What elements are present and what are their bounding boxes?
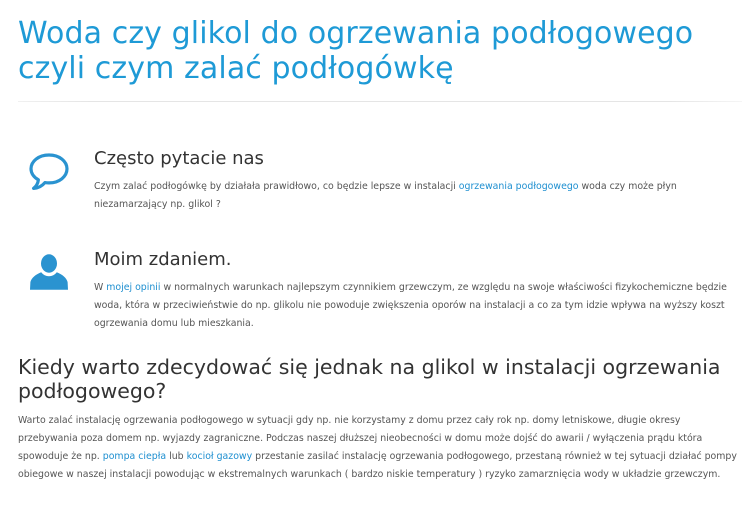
feature-body-text: woda czy może płyn niezamarzający np. glikol ? bbox=[94, 181, 677, 210]
feature-body bbox=[94, 178, 734, 214]
title-divider bbox=[18, 101, 742, 102]
section-title: Kiedy warto zdecydować się jednak na glikol w instalacji ogrzewania podłogowego? bbox=[18, 355, 721, 403]
feature-opinion bbox=[28, 249, 744, 329]
page-title bbox=[18, 16, 738, 86]
feature-body bbox=[94, 279, 734, 333]
section-body bbox=[18, 412, 740, 484]
feature-heading: Często pytacie nas bbox=[94, 148, 264, 169]
speech-bubble-icon bbox=[28, 152, 72, 192]
link-ogrzewania-podlogowego[interactable]: ogrzewania podłogowego bbox=[458, 181, 579, 192]
section-body-text: lub bbox=[166, 451, 187, 462]
feature-body-text: Czym zalać podłogówkę by działała prawidłowo, co będzie lepsze w instalacji bbox=[94, 181, 459, 192]
feature-heading: Moim zdaniem. bbox=[94, 249, 232, 270]
section-body-text: przestanie zasilać instalację ogrzewania podłogowego, przestaną również w tej sytuacji działać pompy obiegowe w naszej instalacji powodując w ekstremalnych warunkach ( bardzo niskie temperatury ) ryzyko zamarznięcia wody w układzie grzewczym. bbox=[18, 451, 737, 480]
link-kociol-gazowy[interactable]: kocioł gazowy bbox=[186, 451, 253, 462]
feature-body-text: w normalnych warunkach najlepszym czynnikiem grzewczym, ze względu na swoje właściwości fizykochemiczne będzie woda, która w przeciwieństwie do np. glikolu nie powoduje zwiększenia oporów na instalacji a co za tym idzie wpływa na wyższy koszt ogrzewania domu lub mieszkania. bbox=[94, 282, 727, 329]
page-title-line-2: czyli czym zalać podłogówkę bbox=[18, 51, 454, 86]
page-title-line-1: Woda czy glikol do ogrzewania podłogowego bbox=[18, 16, 694, 51]
link-mojej-opinii[interactable]: mojej opinii bbox=[106, 282, 161, 293]
section-body-text: Warto zalać instalację ogrzewania podłogowego w sytuacji gdy np. nie korzystamy z domu przez cały rok np. domy letniskowe, długie okresy przebywania poza domem np. wyjazdy zagraniczne. Podczas naszej dłuższej nieobecności w domu może dojść do awarii / wyłączenia prądu która spowoduje że np. bbox=[18, 415, 703, 462]
link-pompa-ciepla[interactable]: pompa ciepła bbox=[102, 451, 167, 462]
feature-body-text: W bbox=[94, 282, 107, 293]
feature-question bbox=[28, 148, 744, 218]
user-icon bbox=[28, 253, 72, 293]
